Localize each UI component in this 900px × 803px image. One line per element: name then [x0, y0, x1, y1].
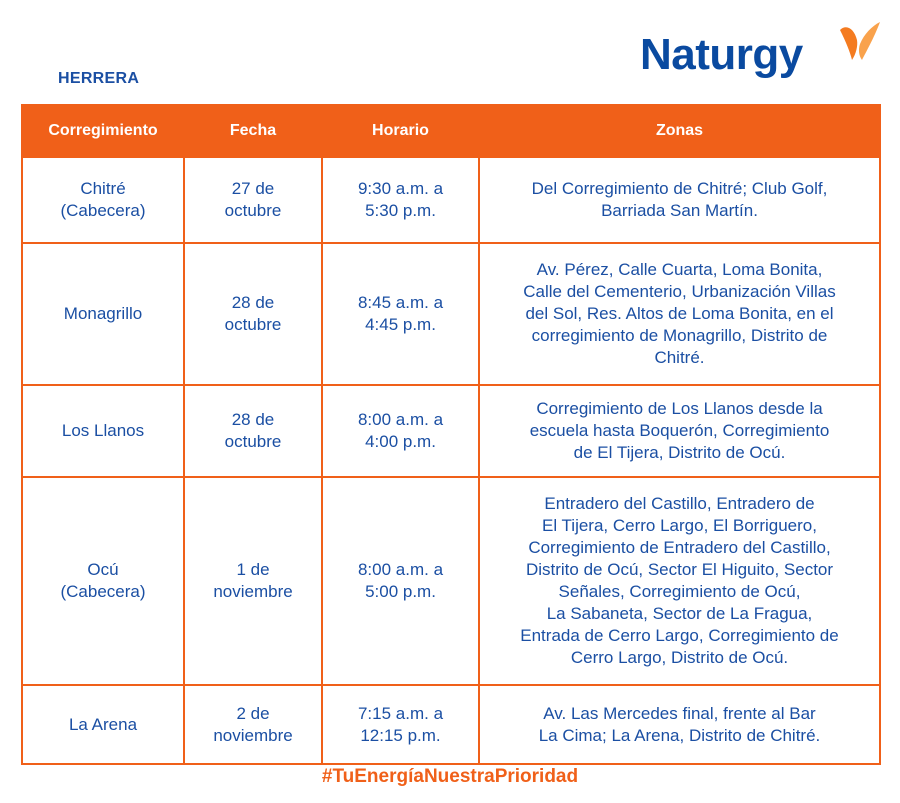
cell-line: Corregimiento de Los Llanos desde la	[536, 399, 823, 418]
cell-fecha	[184, 477, 322, 685]
cell-line: (Cabecera)	[60, 582, 146, 601]
column-header: Horario	[322, 105, 479, 157]
cell-zonas	[479, 385, 880, 477]
cell-horario	[322, 243, 479, 385]
cell-line: escuela hasta Boquerón, Corregimiento	[529, 421, 830, 440]
cell-fecha	[184, 243, 322, 385]
cell-line: Ocú	[87, 560, 119, 579]
cell-line: (Cabecera)	[60, 201, 146, 220]
cell-zonas	[479, 157, 880, 243]
cell-line: La Arena	[68, 714, 138, 734]
cell-fecha	[184, 385, 322, 477]
region-title: HERRERA	[58, 70, 140, 87]
cell-line: 9:30 a.m. a	[357, 179, 444, 198]
cell-fecha	[184, 685, 322, 764]
cell-line: La Sabaneta, Sector de La Fragua,	[546, 604, 813, 623]
cell-corregimiento	[22, 385, 184, 477]
cell-line: Monagrillo	[63, 304, 143, 323]
cell-line: Entrada de Cerro Largo, Corregimiento de	[520, 626, 839, 645]
cell-line: 7:15 a.m. a	[357, 703, 444, 723]
butterfly-icon	[832, 18, 884, 70]
cell-corregimiento	[22, 243, 184, 385]
cell-horario	[322, 157, 479, 243]
cell-line: Corregimiento de Entradero del Castillo,	[528, 538, 831, 557]
cell-line: 5:30 p.m.	[365, 201, 436, 220]
cell-line: La Cima; La Arena, Distrito de Chitré.	[538, 725, 821, 745]
column-header: Zonas	[479, 105, 880, 157]
cell-horario	[322, 477, 479, 685]
cell-corregimiento	[22, 477, 184, 685]
cell-zonas	[479, 685, 880, 764]
cell-horario	[322, 685, 479, 764]
cell-line: Entradero del Castillo, Entradero de	[544, 494, 815, 513]
cell-line: Del Corregimiento de Chitré; Club Golf,	[531, 179, 828, 198]
table-row	[22, 477, 880, 685]
table-row	[22, 685, 880, 764]
cell-line: 28 de	[231, 293, 275, 312]
cell-line: 4:45 p.m.	[365, 315, 436, 334]
cell-line: El Tijera, Cerro Largo, El Borriguero,	[542, 516, 817, 535]
cell-line: 1 de	[236, 560, 270, 579]
cell-fecha	[184, 157, 322, 243]
cell-line: 28 de	[231, 410, 275, 429]
schedule-table	[21, 104, 881, 765]
cell-corregimiento	[22, 157, 184, 243]
cell-corregimiento	[22, 685, 184, 764]
cell-line: octubre	[224, 315, 282, 334]
cell-line: octubre	[224, 201, 282, 220]
cell-line: 12:15 p.m.	[360, 725, 441, 745]
cell-line: Cerro Largo, Distrito de Ocú.	[570, 648, 789, 667]
hashtag: #TuEnergíaNuestraPrioridad	[321, 766, 579, 787]
cell-line: Av. Pérez, Calle Cuarta, Loma Bonita,	[536, 260, 823, 279]
cell-zonas	[479, 477, 880, 685]
cell-line: Chitré.	[654, 348, 705, 367]
cell-line: Av. Las Mercedes final, frente al Bar	[543, 703, 816, 723]
table-header-row	[22, 105, 880, 157]
cell-line: 27 de	[231, 179, 275, 198]
cell-line: 4:00 p.m.	[365, 432, 436, 451]
cell-line: Calle del Cementerio, Urbanización Villas	[523, 282, 836, 301]
cell-line: del Sol, Res. Altos de Loma Bonita, en el	[525, 304, 834, 323]
brand-logo	[640, 18, 885, 88]
cell-line: 5:00 p.m.	[365, 582, 436, 601]
cell-line: Distrito de Ocú, Sector El Higuito, Sector	[525, 560, 834, 579]
brand-name: Naturgy	[640, 30, 803, 79]
column-header: Fecha	[184, 105, 322, 157]
cell-line: 2 de	[236, 703, 270, 723]
table-row	[22, 157, 880, 243]
cell-line: 8:00 a.m. a	[357, 560, 444, 579]
cell-line: Chitré	[80, 179, 126, 198]
cell-line: noviembre	[213, 582, 293, 601]
cell-line: de El Tijera, Distrito de Ocú.	[573, 443, 786, 462]
cell-zonas	[479, 243, 880, 385]
cell-line: corregimiento de Monagrillo, Distrito de	[531, 326, 828, 345]
cell-line: 8:00 a.m. a	[357, 410, 444, 429]
table-row	[22, 243, 880, 385]
cell-line: Los Llanos	[61, 421, 145, 440]
table-row	[22, 385, 880, 477]
cell-horario	[322, 385, 479, 477]
cell-line: octubre	[224, 432, 282, 451]
cell-line: Señales, Corregimiento de Ocú,	[558, 582, 801, 601]
column-header: Corregimiento	[22, 105, 184, 157]
cell-line: Barriada San Martín.	[601, 201, 758, 220]
cell-line: noviembre	[213, 725, 293, 745]
cell-line: 8:45 a.m. a	[357, 293, 444, 312]
